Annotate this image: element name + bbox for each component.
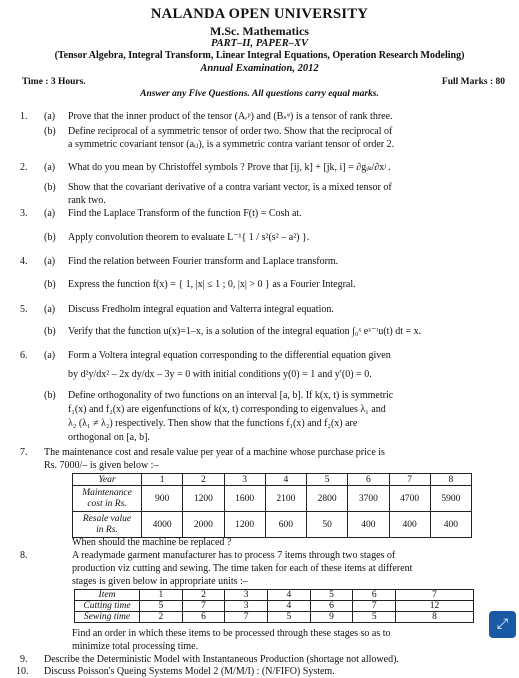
part-label: (a) — [44, 111, 56, 122]
table-header-cell: Year — [73, 474, 142, 486]
table-cell: 400 — [348, 512, 389, 538]
question-text: Find the relation between Fourier transform and Laplace transform. — [68, 256, 339, 267]
question-number: 2. — [20, 162, 28, 173]
table-header-cell: 2 — [182, 590, 225, 601]
question-text: rank two. — [68, 195, 106, 206]
table-header-cell: 3 — [225, 590, 268, 601]
question-text: What do you mean by Christoffel symbols ? Prove that [ij, k] + [jk, i] = ∂gᵢₖ/∂xʲ . — [68, 162, 391, 173]
question-number: 5. — [20, 304, 28, 315]
time-label: Time : 3 Hours. — [22, 77, 86, 87]
question-text: a symmetric covariant tensor (aᵢⱼ), is a symmetric contra variant tensor of order 2. — [68, 139, 395, 150]
table-header-cell: 7 — [389, 474, 430, 486]
table-cell: 400 — [430, 512, 471, 538]
part-label: (b) — [44, 126, 56, 137]
table-row — [73, 486, 472, 512]
table-header-cell: 6 — [353, 590, 396, 601]
table-header-cell: 5 — [310, 590, 353, 601]
question-text: When should the machine be replaced ? — [72, 537, 232, 548]
part-label: (a) — [44, 208, 56, 219]
question-text: Express the function f(x) = { 1, |x| ≤ 1 ; 0, |x| > 0 } as a Fourier Integral. — [68, 279, 356, 290]
table-cell: 8 — [396, 612, 474, 623]
part-label: (a) — [44, 304, 56, 315]
part-label: (b) — [44, 182, 56, 193]
table-cell: 5 — [140, 601, 183, 612]
table-cell: 900 — [142, 486, 183, 512]
question-number: 9. — [20, 654, 28, 665]
table-cell: 7 — [353, 601, 396, 612]
question-text: Find an order in which these items to be processed through these stages so as to — [72, 628, 391, 639]
question-number: 6. — [20, 350, 28, 361]
part-label: (b) — [44, 326, 56, 337]
table-row — [73, 512, 472, 538]
part-label: (a) — [44, 350, 56, 361]
table-cell: 1600 — [224, 486, 265, 512]
table-header-cell: Item — [75, 590, 140, 601]
question-text: Discuss Fredholm integral equation and Valterra integral equation. — [68, 304, 334, 315]
paper-title: PART–II, PAPER–XV — [210, 38, 309, 49]
question-text: A readymade garment manufacturer has to process 7 items through two stages of — [72, 550, 396, 561]
table-cell: 4000 — [142, 512, 183, 538]
table-cell: 5900 — [430, 486, 471, 512]
question-number: 1. — [20, 111, 28, 122]
part-label: (b) — [44, 390, 56, 401]
table-cell: 5 — [268, 612, 311, 623]
table-cell: 6 — [310, 601, 353, 612]
question-text: Verify that the function u(x)=1–x, is a solution of the integral equation ∫₀ˣ eˣ⁻ᵗu(t) dt = x. — [68, 326, 422, 337]
table-header-cell: 6 — [348, 474, 389, 486]
table-header-cell: 8 — [430, 474, 471, 486]
question-number: 8. — [20, 550, 28, 561]
table-header-cell: 1 — [140, 590, 183, 601]
table-cell: 9 — [310, 612, 353, 623]
table-header-cell: 4 — [265, 474, 306, 486]
maintenance-table — [72, 473, 472, 538]
question-text: Form a Voltera integral equation corresponding to the differential equation given — [68, 350, 391, 361]
table-cell: 4 — [268, 601, 311, 612]
table-header-cell: 2 — [183, 474, 224, 486]
question-text: production viz cutting and sewing. The time taken for each of these items at different — [72, 563, 413, 574]
table-cell: 7 — [225, 612, 268, 623]
table-cell: 400 — [389, 512, 430, 538]
table-row — [75, 601, 474, 612]
table-cell: 50 — [307, 512, 348, 538]
row-label: Maintenance cost in Rs. — [73, 486, 142, 512]
full-marks-label: Full Marks : 80 — [441, 77, 505, 87]
question-text: Prove that the inner product of the tensor (Aᵣᵖ) and (Bₛᵠ) is a tensor of rank three. — [68, 111, 393, 122]
expand-arrows-icon: ⤢ — [496, 616, 509, 632]
table-header-cell: 5 — [307, 474, 348, 486]
question-text: Rs. 7000/– is given below :– — [44, 460, 159, 471]
table-cell: 4700 — [389, 486, 430, 512]
course-title: M.Sc. Mathematics — [210, 24, 309, 38]
row-label: Sewing time — [75, 612, 140, 623]
exam-title: Annual Examination, 2012 — [200, 63, 319, 74]
part-label: (b) — [44, 232, 56, 243]
table-cell: 12 — [396, 601, 474, 612]
table-cell: 1200 — [183, 486, 224, 512]
table-cell: 3700 — [348, 486, 389, 512]
table-cell: 6 — [182, 612, 225, 623]
table-cell: 5 — [353, 612, 396, 623]
question-text: Describe the Deterministic Model with Instantaneous Production (shortage not allowed). — [44, 654, 399, 665]
subjects-line: (Tensor Algebra, Integral Transform, Linear Integral Equations, Operation Research Modeling) — [54, 50, 465, 61]
question-number: 10. — [16, 666, 29, 677]
table-header-cell: 1 — [142, 474, 183, 486]
question-number: 7. — [20, 447, 28, 458]
table-cell: 2000 — [183, 512, 224, 538]
question-text: Define orthogonality of two functions on an interval [a, b]. If k(x, t) is symmetric — [68, 390, 394, 401]
part-label: (b) — [44, 279, 56, 290]
table-cell: 3 — [225, 601, 268, 612]
row-label: Cutting time — [75, 601, 140, 612]
part-label: (a) — [44, 256, 56, 267]
question-text: Show that the covariant derivative of a contra variant vector, is a mixed tensor of — [68, 182, 392, 193]
table-cell: 2800 — [307, 486, 348, 512]
table-cell: 1200 — [224, 512, 265, 538]
processing-time-table — [74, 589, 474, 623]
instructions: Answer any Five Questions. All questions carry equal marks. — [140, 89, 379, 99]
row-label: Resale value in Rs. — [73, 512, 142, 538]
question-text: Define reciprocal of a symmetric tensor of order two. Show that the reciprocal of — [68, 126, 393, 137]
table-header-cell: 7 — [396, 590, 474, 601]
question-text: Apply convolution theorem to evaluate L⁻¹{ 1 / s²(s² – a²) }. — [68, 232, 310, 243]
question-text: λ₂ (λ₁ ≠ λ₂) respectively. Then show that the functions f₁(x) and f₂(x) are — [68, 418, 358, 429]
question-number: 3. — [20, 208, 28, 219]
part-label: (a) — [44, 162, 56, 173]
table-row — [75, 612, 474, 623]
question-number: 4. — [20, 256, 28, 267]
question-text: The maintenance cost and resale value per year of a machine whose purchase price is — [44, 447, 385, 458]
question-text: f₁(x) and f₂(x) are eigenfunctions of k(x, t) corresponding to eigenvalues λ₁ and — [68, 404, 386, 415]
table-cell: 600 — [265, 512, 306, 538]
expand-button[interactable] — [489, 611, 516, 638]
question-text: stages is given below in appropriate units :– — [72, 576, 248, 587]
question-text: orthogonal on [a, b]. — [68, 432, 150, 443]
table-header-cell: 4 — [268, 590, 311, 601]
question-text: by d²y/dx² – 2x dy/dx – 3y = 0 with initial conditions y(0) = 1 and y′(0) = 0. — [68, 369, 372, 380]
question-text: Find the Laplace Transform of the function F(t) = Cosh at. — [68, 208, 302, 219]
university-title: NALANDA OPEN UNIVERSITY — [150, 6, 369, 22]
question-text: Discuss Poisson's Queing Systems Model 2 (M/M/I) : (N/FIFO) System. — [44, 666, 335, 677]
table-header-cell: 3 — [224, 474, 265, 486]
question-text: minimize total processing time. — [72, 641, 199, 652]
table-cell: 2100 — [265, 486, 306, 512]
table-cell: 7 — [182, 601, 225, 612]
table-cell: 2 — [140, 612, 183, 623]
